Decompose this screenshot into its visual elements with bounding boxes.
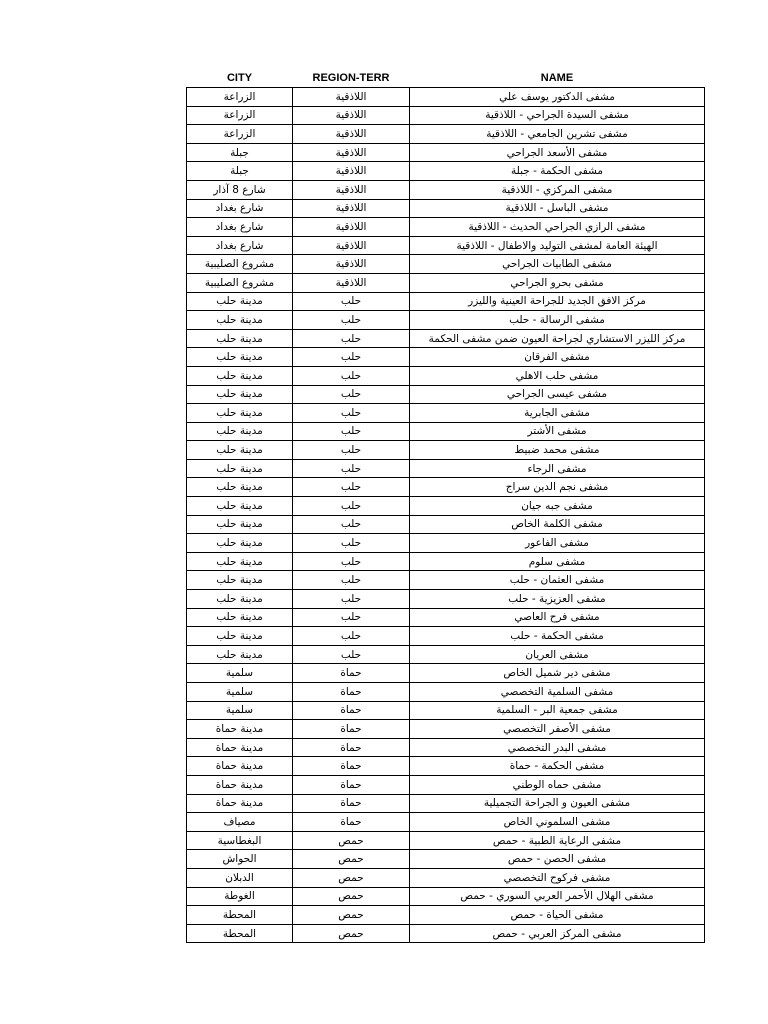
table-row bbox=[187, 106, 705, 125]
table-row bbox=[187, 590, 705, 609]
cell-name: مركز الافق الجديد للجراحة العينية والليزر bbox=[410, 292, 705, 311]
cell-name: مشفى دير شميل الخاص bbox=[410, 664, 705, 683]
cell-region: حماة bbox=[293, 738, 410, 757]
cell-region: حلب bbox=[293, 645, 410, 664]
cell-region: حلب bbox=[293, 478, 410, 497]
cell-city: الزراعة bbox=[187, 106, 293, 125]
cell-city: مدينة حلب bbox=[187, 329, 293, 348]
table-row bbox=[187, 441, 705, 460]
cell-name: مشفى العيون و الجراحة التجميلية bbox=[410, 794, 705, 813]
cell-region: حلب bbox=[293, 552, 410, 571]
table-row bbox=[187, 552, 705, 571]
cell-region: حلب bbox=[293, 515, 410, 534]
table-row bbox=[187, 924, 705, 943]
cell-name: مشفى البدر التخصصي bbox=[410, 738, 705, 757]
cell-name: مشفى الرعاية الطبية - حمص bbox=[410, 831, 705, 850]
cell-name: مشفى الأشتر bbox=[410, 422, 705, 441]
table-row bbox=[187, 775, 705, 794]
table-row bbox=[187, 738, 705, 757]
table-row bbox=[187, 199, 705, 218]
cell-region: اللاذقية bbox=[293, 273, 410, 292]
table-row bbox=[187, 88, 705, 107]
cell-city: مدينة حلب bbox=[187, 478, 293, 497]
cell-name: مشفى العريان bbox=[410, 645, 705, 664]
cell-region: حماة bbox=[293, 664, 410, 683]
cell-name: مشفى الفاعور bbox=[410, 534, 705, 553]
cell-region: حماة bbox=[293, 701, 410, 720]
cell-city: مصياف bbox=[187, 813, 293, 832]
cell-region: حلب bbox=[293, 311, 410, 330]
cell-name: مشفى العزيزية - حلب bbox=[410, 590, 705, 609]
cell-name: مشفى جمعية البر - السلمية bbox=[410, 701, 705, 720]
cell-name: مشفى الحكمة - جبلة bbox=[410, 162, 705, 181]
cell-city: مدينة حلب bbox=[187, 422, 293, 441]
cell-name: مشفى المركزي - اللاذقية bbox=[410, 180, 705, 199]
cell-city: مدينة حلب bbox=[187, 311, 293, 330]
table-body bbox=[187, 88, 705, 943]
cell-city: جبلة bbox=[187, 143, 293, 162]
cell-city: الزراعة bbox=[187, 125, 293, 144]
cell-city: سلمية bbox=[187, 683, 293, 702]
cell-city: مدينة حلب bbox=[187, 552, 293, 571]
cell-city: الغوطة bbox=[187, 887, 293, 906]
table-row bbox=[187, 348, 705, 367]
cell-region: حماة bbox=[293, 794, 410, 813]
cell-name: مشفى الأصفر التخصصي bbox=[410, 720, 705, 739]
cell-name: مشفى الرجاء bbox=[410, 459, 705, 478]
cell-city: سلمية bbox=[187, 701, 293, 720]
table-row bbox=[187, 422, 705, 441]
table-row bbox=[187, 162, 705, 181]
cell-region: حمص bbox=[293, 924, 410, 943]
cell-city: مدينة حماة bbox=[187, 794, 293, 813]
cell-city: البغطاسية bbox=[187, 831, 293, 850]
cell-name: مشفى حلب الاهلي bbox=[410, 366, 705, 385]
table-row bbox=[187, 404, 705, 423]
cell-name: مشفى الرازي الجراحي الحديث - اللاذقية bbox=[410, 218, 705, 237]
cell-city: مدينة حلب bbox=[187, 292, 293, 311]
cell-city: مدينة حلب bbox=[187, 627, 293, 646]
cell-name: مشفى محمد ضبيط bbox=[410, 441, 705, 460]
table-row bbox=[187, 459, 705, 478]
cell-region: حلب bbox=[293, 571, 410, 590]
cell-city: مدينة حلب bbox=[187, 459, 293, 478]
cell-region: اللاذقية bbox=[293, 106, 410, 125]
cell-name: مشفى المركز العربي - حمص bbox=[410, 924, 705, 943]
cell-region: حمص bbox=[293, 868, 410, 887]
table-row bbox=[187, 608, 705, 627]
cell-city: شارع 8 آذار bbox=[187, 180, 293, 199]
cell-city: الدبلان bbox=[187, 868, 293, 887]
cell-city: مدينة حلب bbox=[187, 385, 293, 404]
cell-city: مدينة حلب bbox=[187, 497, 293, 516]
cell-region: حلب bbox=[293, 590, 410, 609]
cell-city: الزراعة bbox=[187, 88, 293, 107]
table-row bbox=[187, 218, 705, 237]
cell-name: مشفى الرسالة - حلب bbox=[410, 311, 705, 330]
cell-name: مشفى جبه جيان bbox=[410, 497, 705, 516]
cell-name: مشفى الباسل - اللاذقية bbox=[410, 199, 705, 218]
cell-region: اللاذقية bbox=[293, 162, 410, 181]
cell-region: اللاذقية bbox=[293, 143, 410, 162]
cell-region: حمص bbox=[293, 906, 410, 925]
cell-name: مشفى الكلمة الخاص bbox=[410, 515, 705, 534]
cell-name: مشفى عيسى الجراحي bbox=[410, 385, 705, 404]
table-row bbox=[187, 701, 705, 720]
table-row bbox=[187, 757, 705, 776]
table-row bbox=[187, 292, 705, 311]
cell-city: مشروع الصليبية bbox=[187, 255, 293, 274]
cell-city: مدينة حماة bbox=[187, 775, 293, 794]
cell-city: شارع بغداد bbox=[187, 199, 293, 218]
table-row bbox=[187, 645, 705, 664]
cell-name: مشفى نجم الدين سراج bbox=[410, 478, 705, 497]
cell-region: حلب bbox=[293, 497, 410, 516]
cell-city: جبلة bbox=[187, 162, 293, 181]
cell-name: مشفى السلمية التخصصي bbox=[410, 683, 705, 702]
table-row bbox=[187, 571, 705, 590]
cell-city: مدينة حلب bbox=[187, 366, 293, 385]
column-header-city: CITY bbox=[226, 72, 253, 84]
cell-region: حلب bbox=[293, 292, 410, 311]
table-row bbox=[187, 329, 705, 348]
cell-city: مدينة حلب bbox=[187, 441, 293, 460]
table-row bbox=[187, 125, 705, 144]
cell-region: حلب bbox=[293, 329, 410, 348]
cell-name: مشفى العثمان - حلب bbox=[410, 571, 705, 590]
hospital-table bbox=[186, 69, 705, 943]
cell-region: حلب bbox=[293, 627, 410, 646]
cell-name: مشفى الحصن - حمص bbox=[410, 850, 705, 869]
table-row bbox=[187, 534, 705, 553]
cell-city: مدينة حلب bbox=[187, 590, 293, 609]
cell-name: مشفى الدكتور يوسف علي bbox=[410, 88, 705, 107]
cell-region: حلب bbox=[293, 534, 410, 553]
cell-name: مشفى الحياة - حمص bbox=[410, 906, 705, 925]
table-row bbox=[187, 720, 705, 739]
cell-region: اللاذقية bbox=[293, 88, 410, 107]
cell-city: مدينة حلب bbox=[187, 571, 293, 590]
cell-region: حلب bbox=[293, 385, 410, 404]
cell-region: حلب bbox=[293, 441, 410, 460]
cell-city: مدينة حلب bbox=[187, 645, 293, 664]
table-row bbox=[187, 794, 705, 813]
table-row bbox=[187, 143, 705, 162]
cell-city: مدينة حماة bbox=[187, 757, 293, 776]
table-row bbox=[187, 868, 705, 887]
cell-city: مدينة حلب bbox=[187, 348, 293, 367]
cell-region: حماة bbox=[293, 757, 410, 776]
table-row bbox=[187, 180, 705, 199]
cell-name: مشفى سلوم bbox=[410, 552, 705, 571]
cell-city: مدينة حلب bbox=[187, 608, 293, 627]
cell-name: مشفى فرح العاصي bbox=[410, 608, 705, 627]
cell-region: حمص bbox=[293, 850, 410, 869]
table-row bbox=[187, 683, 705, 702]
cell-region: حلب bbox=[293, 348, 410, 367]
cell-city: مشروع الصليبية bbox=[187, 273, 293, 292]
cell-region: اللاذقية bbox=[293, 236, 410, 255]
cell-region: حمص bbox=[293, 831, 410, 850]
cell-name: الهيئة العامة لمشفى التوليد والاطفال - اللاذقية bbox=[410, 236, 705, 255]
table-row bbox=[187, 627, 705, 646]
cell-city: مدينة حماة bbox=[187, 720, 293, 739]
cell-region: حلب bbox=[293, 422, 410, 441]
cell-region: حماة bbox=[293, 683, 410, 702]
cell-name: مشفى الأسعد الجراحي bbox=[410, 143, 705, 162]
cell-city: سلمية bbox=[187, 664, 293, 683]
cell-name: مشفى حماه الوطني bbox=[410, 775, 705, 794]
cell-region: اللاذقية bbox=[293, 199, 410, 218]
cell-region: حمص bbox=[293, 887, 410, 906]
table-row bbox=[187, 366, 705, 385]
table-row bbox=[187, 385, 705, 404]
cell-region: حماة bbox=[293, 775, 410, 794]
table-row bbox=[187, 478, 705, 497]
cell-region: حلب bbox=[293, 608, 410, 627]
cell-name: مشفى الجابرية bbox=[410, 404, 705, 423]
cell-city: مدينة حلب bbox=[187, 404, 293, 423]
column-header-name: NAME bbox=[540, 72, 574, 84]
table-row bbox=[187, 255, 705, 274]
cell-name: مشفى الحكمة - حماة bbox=[410, 757, 705, 776]
cell-city: الحواش bbox=[187, 850, 293, 869]
cell-city: المحطة bbox=[187, 924, 293, 943]
cell-name: مشفى الحكمة - حلب bbox=[410, 627, 705, 646]
table-row bbox=[187, 850, 705, 869]
column-header-region: REGION-TERR bbox=[312, 72, 390, 84]
cell-region: حلب bbox=[293, 366, 410, 385]
table-row bbox=[187, 311, 705, 330]
cell-name: مشفى السيدة الجراحي - اللاذقية bbox=[410, 106, 705, 125]
cell-region: اللاذقية bbox=[293, 180, 410, 199]
table-row bbox=[187, 813, 705, 832]
cell-city: مدينة حلب bbox=[187, 515, 293, 534]
table-row bbox=[187, 515, 705, 534]
cell-region: اللاذقية bbox=[293, 125, 410, 144]
cell-name: مشفى تشرين الجامعي - اللاذقية bbox=[410, 125, 705, 144]
cell-name: مشفى الفرقان bbox=[410, 348, 705, 367]
cell-region: اللاذقية bbox=[293, 255, 410, 274]
cell-region: حماة bbox=[293, 813, 410, 832]
hospital-table-container bbox=[186, 69, 704, 943]
cell-name: مشفى فركوح التخصصي bbox=[410, 868, 705, 887]
table-row bbox=[187, 273, 705, 292]
cell-city: المحطة bbox=[187, 906, 293, 925]
cell-name: مشفى الهلال الأحمر العربي السوري - حمص bbox=[410, 887, 705, 906]
cell-city: مدينة حماة bbox=[187, 738, 293, 757]
cell-name: مركز الليزر الاستشاري لجراحة العيون ضمن مشفى الحكمة bbox=[410, 329, 705, 348]
table-header-row bbox=[187, 69, 705, 88]
cell-name: مشفى السلموني الخاص bbox=[410, 813, 705, 832]
table-row bbox=[187, 887, 705, 906]
table-row bbox=[187, 664, 705, 683]
cell-city: شارع بغداد bbox=[187, 236, 293, 255]
table-row bbox=[187, 831, 705, 850]
cell-region: حلب bbox=[293, 459, 410, 478]
table-row bbox=[187, 906, 705, 925]
cell-region: حلب bbox=[293, 404, 410, 423]
cell-region: حماة bbox=[293, 720, 410, 739]
cell-region: اللاذقية bbox=[293, 218, 410, 237]
table-row bbox=[187, 497, 705, 516]
cell-city: مدينة حلب bbox=[187, 534, 293, 553]
cell-city: شارع بغداد bbox=[187, 218, 293, 237]
cell-name: مشفى الطابيات الجراحي bbox=[410, 255, 705, 274]
table-row bbox=[187, 236, 705, 255]
cell-name: مشفى بحرو الجراحي bbox=[410, 273, 705, 292]
